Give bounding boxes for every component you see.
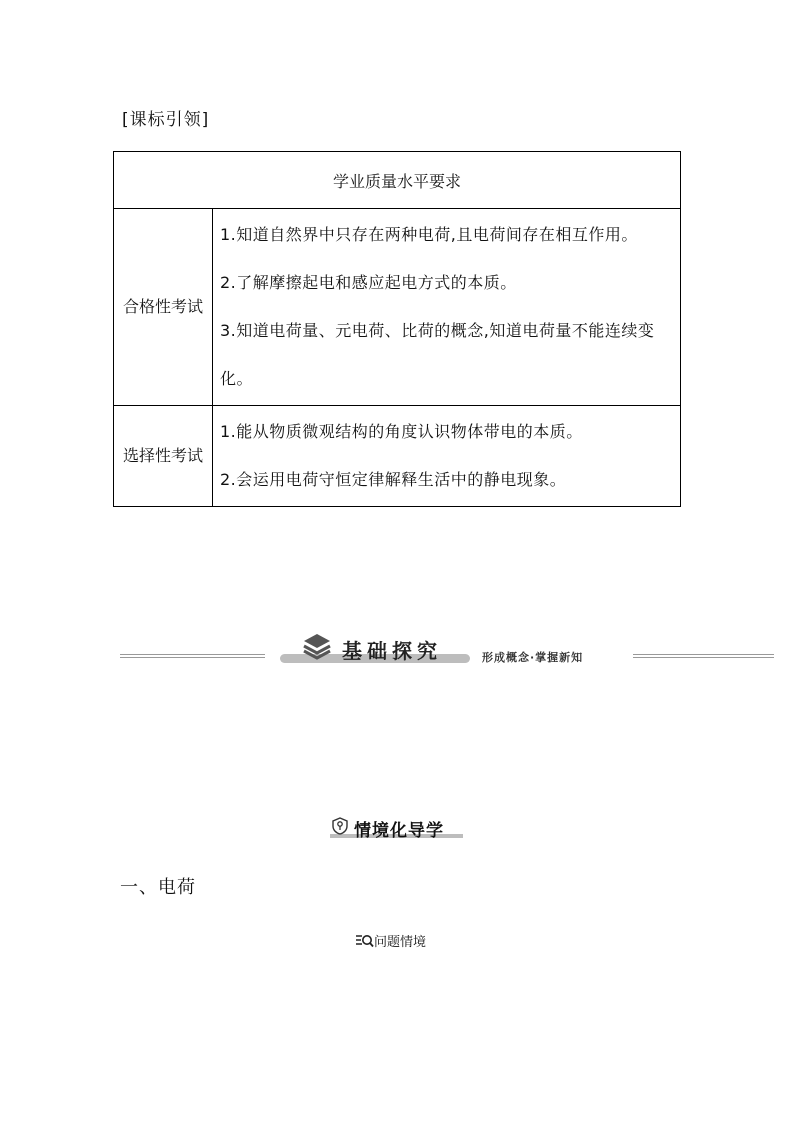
sub-banner-label: 情境化导学 — [354, 821, 444, 841]
banner-rule-left — [120, 654, 265, 658]
requirement-item: 1.能从物质微观结构的角度认识物体带电的本质。 — [220, 422, 583, 441]
section-banner — [120, 630, 774, 670]
magnifier-list-icon — [356, 933, 374, 948]
requirement-item: 3.知道电荷量、元电荷、比荷的概念,知道电荷量不能连续变化。 — [220, 321, 655, 388]
requirement-item: 2.会运用电荷守恒定律解释生活中的静电现象。 — [220, 470, 567, 489]
section-tag: [课标引领] — [122, 110, 210, 130]
shield-badge-icon — [332, 817, 348, 835]
row-items-elective-exam — [213, 406, 681, 507]
requirement-item: 1.知道自然界中只存在两种电荷,且电荷间存在相互作用。 — [220, 225, 638, 244]
banner-rule-right — [633, 654, 774, 658]
sub-section-banner — [330, 815, 465, 841]
table-row — [114, 209, 681, 406]
layers-icon — [302, 632, 332, 660]
heading-charge: 一、电荷 — [120, 877, 196, 898]
scenario-tag-label: 问题情境 — [374, 935, 427, 950]
requirement-item: 2.了解摩擦起电和感应起电方式的本质。 — [220, 273, 517, 292]
row-label-basic-exam: 合格性考试 — [114, 209, 213, 406]
row-items-basic-exam — [213, 209, 681, 406]
banner-title: 基础探究 — [342, 639, 442, 663]
table-header: 学业质量水平要求 — [114, 152, 681, 209]
table-header-row — [114, 152, 681, 209]
banner-subtitle: 形成概念·掌握新知 — [482, 651, 584, 664]
table-row — [114, 406, 681, 507]
requirements-table — [113, 151, 681, 507]
row-label-elective-exam: 选择性考试 — [114, 406, 213, 507]
